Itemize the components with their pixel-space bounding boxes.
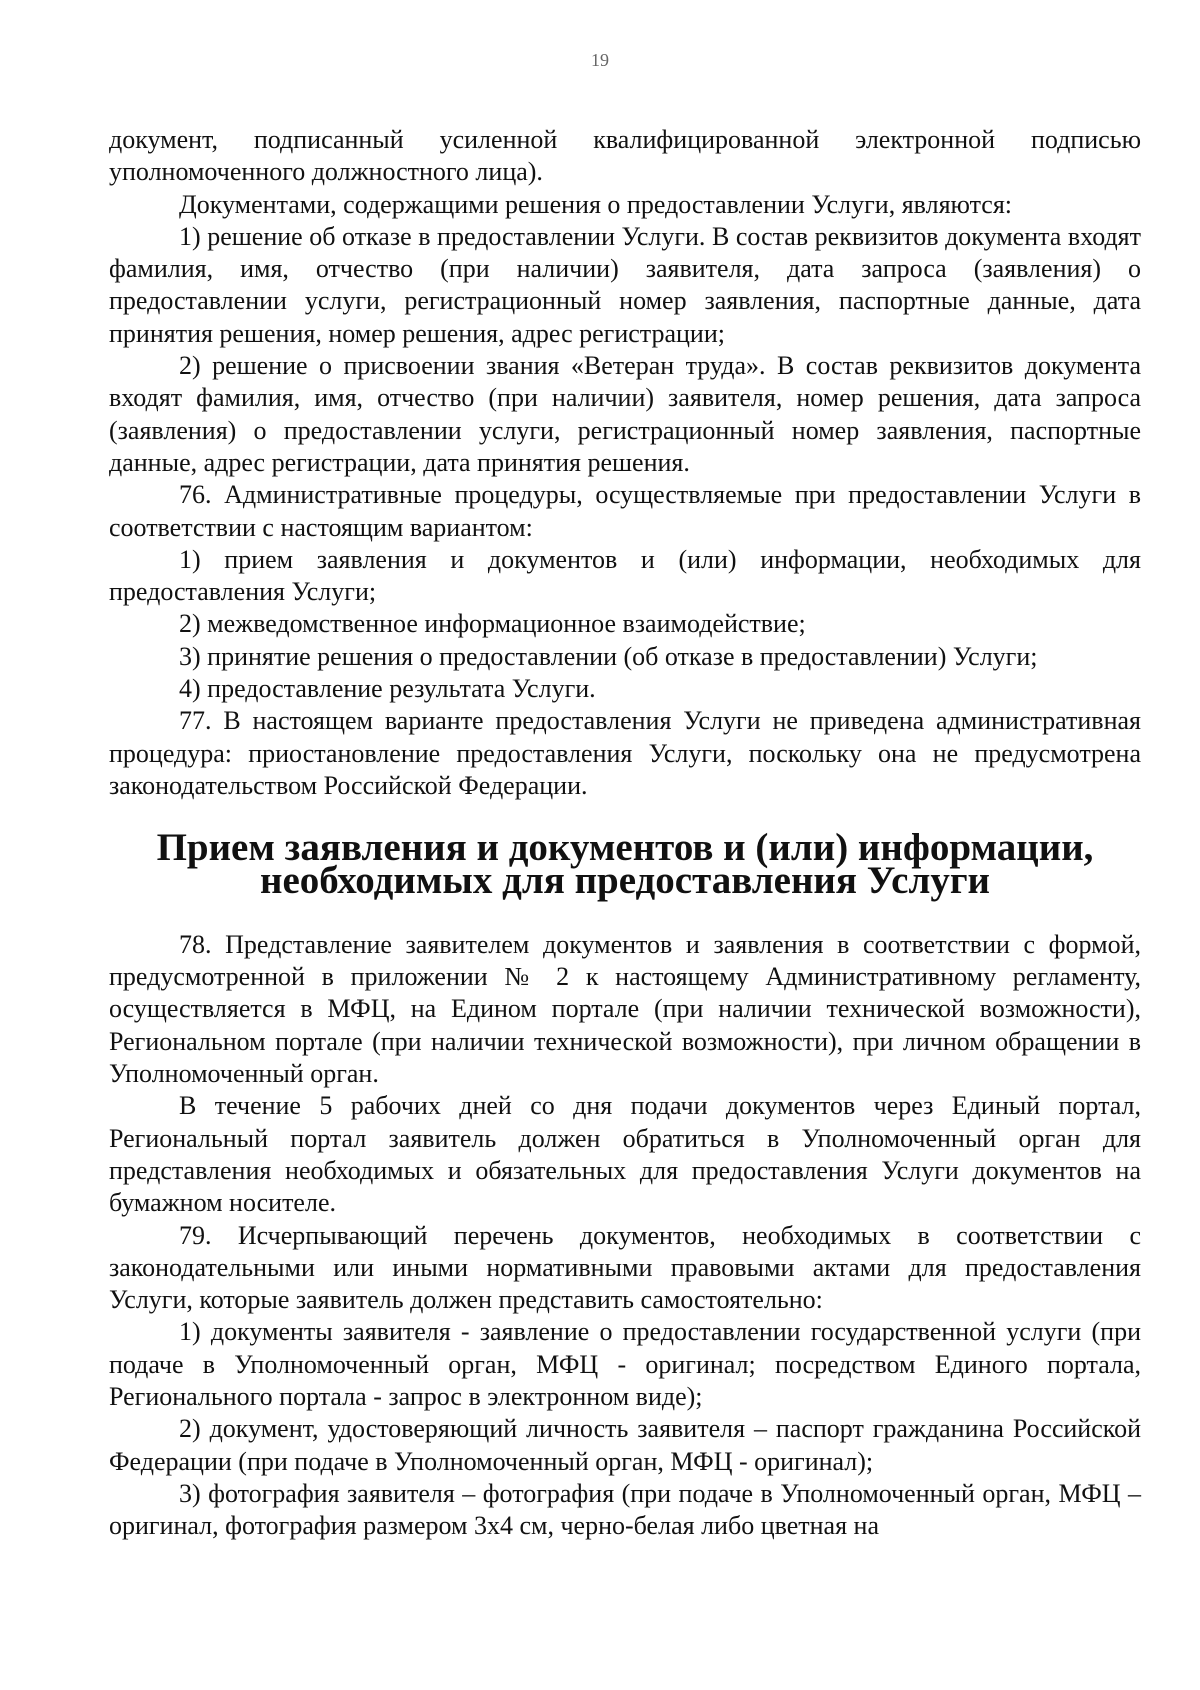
paragraph-item-76: 76. Административные процедуры, осуществляемые при предоставлении Услуги в соответствии с настоящим вариантом:	[109, 480, 1141, 542]
paragraph-procedure-1: 1) прием заявления и документов и (или) информации, необходимых для предоставления Услуги;	[109, 544, 1141, 607]
page-number: 19	[591, 50, 609, 70]
paragraph-refusal-decision: 1) решение об отказе в предоставлении Услуги. В состав реквизитов документа входят фамилия, имя, отчество (при наличии) заявителя, дата запроса (заявления) о предоставлении услуги, регистрационный номер заявления, паспортные данные, дата принятия решения, номер решения, адрес регистрации;	[109, 221, 1141, 348]
paragraph-veteran-decision: 2) решение о присвоении звания «Ветеран труда». В состав реквизитов документа входят фамилия, имя, отчество (при наличии) заявителя, номер решения, дата запроса (заявления) о предоставлении услуги, регистрационный номер заявления, паспортные данные, адрес регистрации, дата принятия решения.	[109, 351, 1141, 477]
paragraph-procedure-2: 2) межведомственное информационное взаимодействие;	[179, 609, 806, 639]
paragraph-decisions-intro: Документами, содержащими решения о предоставлении Услуги, являются:	[179, 189, 1013, 219]
paragraph-document-3: 3) фотография заявителя – фотография (при подаче в Уполномоченный орган, МФЦ – оригинал, фотография размером 3х4 см, черно-белая либо цветная на	[109, 1478, 1141, 1541]
paragraph-continuation: документ, подписанный усиленной квалифицированной электронной подписью уполномоченного должностного лица).	[109, 125, 1141, 187]
section-heading: Прием заявления и документов и (или) информации, необходимых для предоставления Услуги	[156, 826, 1094, 902]
paragraph-procedure-3: 3) принятие решения о предоставлении (об отказе в предоставлении) Услуги;	[179, 641, 1038, 671]
paragraph-procedure-4: 4) предоставление результата Услуги.	[179, 674, 596, 704]
paragraph-item-79: 79. Исчерпывающий перечень документов, необходимых в соответствии с законодательными или иными нормативными правовыми актами для предоставления Услуги, которые заявитель должен представить самостоятельно:	[109, 1220, 1141, 1315]
paragraph-document-1: 1) документы заявителя - заявление о предоставлении государственной услуги (при подаче в Уполномоченный орган, МФЦ - оригинал; посредством Единого портала, Регионального портала - запрос в электронном виде);	[109, 1317, 1141, 1411]
paragraph-document-2: 2) документ, удостоверяющий личность заявителя – паспорт гражданина Российской Федерации (при подаче в Уполномоченный орган, МФЦ - оригинал);	[109, 1414, 1141, 1476]
paragraph-item-78: 78. Представление заявителем документов и заявления в соответствии с формой, предусмотренной в приложении № 2 к настоящему Административному регламенту, осуществляется в МФЦ, на Едином портале (при наличии технической возможности), Региональном портале (при наличии технической возможности), при личном обращении в Уполномоченный орган.	[109, 929, 1141, 1089]
paragraph-deadline: В течение 5 рабочих дней со дня подачи документов через Единый портал, Региональный портал заявитель должен обратиться в Уполномоченный орган для представления необходимых и обязательных для предоставления Услуги документов на бумажном носителе.	[109, 1091, 1141, 1218]
document-body	[109, 124, 1141, 1542]
paragraph-item-77: 77. В настоящем варианте предоставления Услуги не приведена административная процедура: приостановление предоставления Услуги, поскольку она не предусмотрена законодательством Российской Федерации.	[109, 706, 1141, 800]
